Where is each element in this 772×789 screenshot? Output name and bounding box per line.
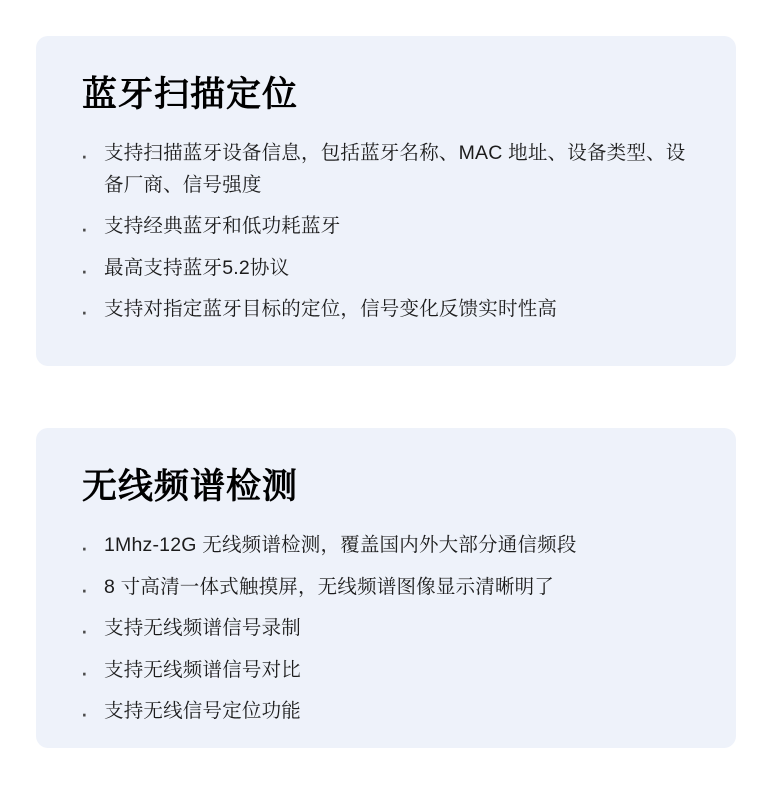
card-title-bluetooth: 蓝牙扫描定位: [82, 75, 299, 114]
feature-list-bluetooth: [70, 138, 702, 326]
list-item: · 支持无线频谱信号录制: [70, 613, 702, 645]
feature-card-bluetooth: [36, 36, 736, 366]
list-item: · 8 寸高清一体式触摸屏，无线频谱图像显示清晰明了: [70, 572, 702, 604]
list-item: · 支持对指定蓝牙目标的定位，信号变化反馈实时性高: [70, 294, 702, 326]
feature-card-spectrum: [36, 428, 736, 748]
list-item: · 支持扫描蓝牙设备信息，包括蓝牙名称、MAC 地址、设备类型、设备厂商、信号强度: [70, 138, 702, 201]
list-item: · 支持无线频谱信号对比: [70, 655, 702, 687]
list-item: · 1Mhz-12G 无线频谱检测，覆盖国内外大部分通信频段: [70, 530, 702, 562]
list-item: · 支持经典蓝牙和低功耗蓝牙: [70, 211, 702, 243]
list-item: · 最高支持蓝牙5.2协议: [70, 253, 702, 285]
list-item: · 支持无线信号定位功能: [70, 696, 702, 728]
card-title-spectrum: 无线频谱检测: [82, 467, 299, 506]
feature-list-spectrum: [70, 530, 702, 728]
